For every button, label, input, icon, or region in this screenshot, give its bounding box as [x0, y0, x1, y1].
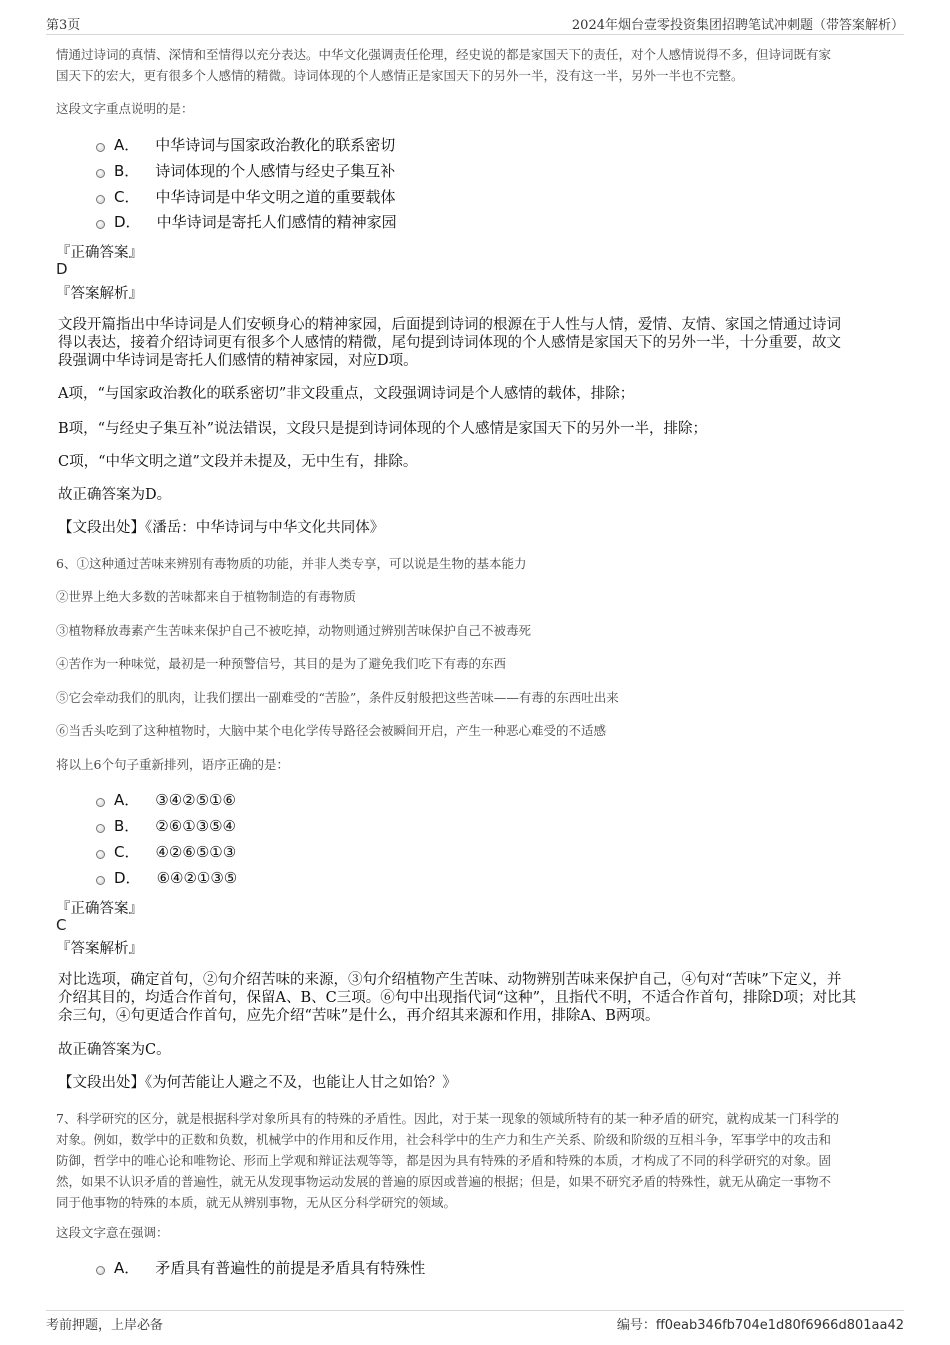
radio-icon[interactable] [96, 195, 105, 204]
q6-analysis [58, 971, 898, 1025]
q7-passage [56, 1108, 916, 1213]
option-text: 中华诗词是寄托人们感情的精神家园 [156, 213, 397, 231]
footer-divider [46, 1310, 904, 1311]
q5-conclusion: 故正确答案为D。 [58, 487, 172, 503]
q6-source: 【文段出处】《为何苦能让人避之不及，也能让人甘之如饴？》 [58, 1075, 457, 1091]
option-text: ⑥④②①③⑤ [156, 869, 238, 887]
analysis-line: 对比选项，确定首句，②句介绍苦味的来源，③句介绍植物产生苦味、动物辨别苦味来保护自己，④句对“苦味”下定义，并 [58, 972, 842, 988]
option-label: A． [114, 1259, 140, 1277]
option-label: D． [114, 869, 141, 887]
q6-sentence-3: ③植物释放毒素产生苦味来保护自己不被吃掉，动物则通过辨别苦味保护自己不被毒死 [56, 623, 532, 638]
q6-answer-title: 『正确答案』 [56, 901, 143, 917]
analysis-line: 介绍其目的，均适合作首句，保留A、B、C三项。⑥句中出现指代词“这种”，且指代不明，不适合作首句，排除D项；对比其 [58, 990, 857, 1006]
option-label: B． [114, 162, 140, 180]
q6-analysis-title: 『答案解析』 [56, 941, 143, 957]
page-number: 第3页 [46, 18, 81, 33]
radio-icon[interactable] [96, 850, 105, 859]
q6-sentence-1: 6、①这种通过苦味来辨别有毒物质的功能，并非人类专享，可以说是生物的基本能力 [56, 556, 527, 571]
option-label: A． [114, 136, 140, 154]
q5-option-a[interactable] [96, 135, 395, 155]
q6-sentence-2: ②世界上绝大多数的苦味都来自于植物制造的有毒物质 [56, 589, 357, 604]
radio-icon[interactable] [96, 876, 105, 885]
q5-source: 【文段出处】《潘岳：中华诗词与中华文化共同体》 [58, 520, 385, 536]
q6-answer: C [56, 916, 67, 934]
analysis-line: 文段开篇指出中华诗词是人们安顿身心的精神家园，后面提到诗词的根源在于人性与人情，爱情、友情、家国之情通过诗词 [58, 317, 841, 333]
option-text: ②⑥①③⑤④ [155, 817, 236, 835]
q5-prompt: 这段文字重点说明的是： [56, 101, 194, 116]
q5-analysis [58, 316, 898, 370]
radio-icon[interactable] [96, 798, 105, 807]
q6-option-a[interactable] [96, 790, 236, 810]
option-label: A． [114, 791, 140, 809]
q5-note-a: A项，“与国家政治教化的联系密切”非文段重点，文段强调诗词是个人感情的载体，排除； [58, 386, 635, 402]
q5-note-c: C项，“中华文明之道”文段并未提及，无中生有，排除。 [58, 454, 418, 470]
q6-option-c[interactable] [96, 842, 236, 862]
passage-line: 对象。例如，数学中的正数和负数，机械学中的作用和反作用，社会科学中的生产力和生产关系、阶级和阶级的互相斗争，军事学中的攻击和 [56, 1132, 832, 1147]
option-text: 诗词体现的个人感情与经史子集互补 [155, 162, 396, 180]
q5-option-d[interactable] [96, 212, 397, 232]
q5-passage [56, 44, 906, 86]
q6-option-b[interactable] [96, 816, 236, 836]
analysis-line: 段强调中华诗词是寄托人们感情的精神家园，对应D项。 [58, 353, 418, 369]
q5-note-b: B项，“与经史子集互补”说法错误，文段只是提到诗词体现的个人感情是家国天下的另外一半，排除； [58, 421, 707, 437]
q5-option-c[interactable] [96, 187, 396, 207]
footer-id: 编号：ff0eab346fb704e1d80f6966d801aa42 [616, 1318, 904, 1333]
option-label: D． [114, 213, 141, 231]
option-text: 中华诗词与国家政治教化的联系密切 [155, 136, 396, 154]
q5-analysis-title: 『答案解析』 [56, 286, 143, 302]
q6-sentence-6: ⑥当舌头吃到了这种植物时，大脑中某个电化学传导路径会被瞬间开启，产生一种恶心难受的不适感 [56, 723, 607, 738]
q6-sentence-4: ④苦作为一种味觉，最初是一种预警信号，其目的是为了避免我们吃下有毒的东西 [56, 656, 507, 671]
q6-prompt: 将以上6个句子重新排列，语序正确的是： [56, 757, 289, 772]
passage-line: 然，如果不认识矛盾的普遍性，就无从发现事物运动发展的普遍的原因或普遍的根据；但是，如果不研究矛盾的特殊性，就无从确定一事物不 [56, 1174, 832, 1189]
q6-conclusion: 故正确答案为C。 [58, 1042, 171, 1058]
header-divider [46, 34, 904, 35]
option-label: B． [114, 817, 140, 835]
radio-icon[interactable] [96, 169, 105, 178]
radio-icon[interactable] [96, 143, 105, 152]
passage-line: 7、科学研究的区分，就是根据科学对象所具有的特殊的矛盾性。因此，对于某一现象的领域所特有的某一种矛盾的研究，就构成某一门科学的 [56, 1111, 839, 1126]
radio-icon[interactable] [96, 824, 105, 833]
radio-icon[interactable] [96, 220, 105, 229]
analysis-line: 余三句，④句更适合作首句，应先介绍“苦味”是什么，再介绍其来源和作用，排除A、B两项。 [58, 1008, 660, 1024]
analysis-line: 得以表达，接着介绍诗词更有很多个人感情的精微，尾句提到诗词体现的个人感情是家国天下的另外一半，十分重要，故文 [58, 335, 841, 351]
passage-line: 防御，哲学中的唯心论和唯物论、形而上学观和辩证法观等等，都是因为具有特殊的矛盾和特殊的本质，才构成了不同的科学研究的对象。固 [56, 1153, 832, 1168]
option-text: 中华诗词是中华文明之道的重要载体 [155, 188, 396, 206]
passage-line: 同于他事物的特殊的本质，就无从辨别事物，无从区分科学研究的领域。 [56, 1195, 457, 1210]
q7-prompt: 这段文字意在强调： [56, 1225, 169, 1240]
q6-option-d[interactable] [96, 868, 237, 888]
option-label: C． [114, 188, 140, 206]
option-text: ④②⑥⑤①③ [155, 843, 237, 861]
option-label: C． [114, 843, 140, 861]
radio-icon[interactable] [96, 1266, 105, 1275]
q5-option-b[interactable] [96, 161, 395, 181]
q7-option-a[interactable] [96, 1258, 425, 1278]
q5-answer-title: 『正确答案』 [56, 245, 143, 261]
option-text: ③④②⑤①⑥ [155, 791, 236, 809]
q6-sentence-5: ⑤它会牵动我们的肌肉，让我们摆出一副难受的“苦脸”，条件反射般把这些苦味——有毒的东西吐出来 [56, 690, 619, 705]
passage-line: 国天下的宏大，更有很多个人感情的精微。诗词体现的个人感情正是家国天下的另外一半，没有这一半，另外一半也不完整。 [56, 68, 744, 83]
passage-line: 情通过诗词的真情、深情和至情得以充分表达。中华文化强调责任伦理，经史说的都是家国天下的责任，对个人感情说得不多，但诗词既有家 [56, 47, 832, 62]
option-text: 矛盾具有普遍性的前提是矛盾具有特殊性 [155, 1259, 426, 1277]
q5-answer: D [56, 260, 68, 278]
document-title: 2024年烟台壹零投资集团招聘笔试冲刺题（带答案解析） [571, 18, 904, 33]
footer-slogan: 考前押题，上岸必备 [46, 1318, 164, 1333]
